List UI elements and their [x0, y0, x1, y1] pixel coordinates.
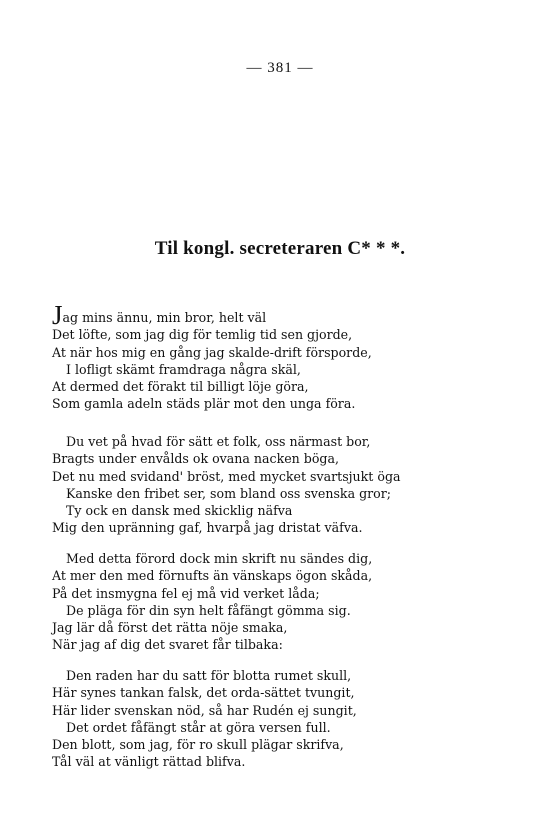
verse-line: Bragts under envålds ok ovana nacken böga,	[52, 451, 340, 467]
verse-line	[52, 300, 522, 330]
verse-line: Jag lär då först det rätta nöje smaka,	[52, 620, 288, 636]
verse-line: Här lider svenskan nöd, så har Rudén ej sungit,	[52, 702, 357, 718]
stanza-1	[52, 300, 522, 413]
page-number: — 381 —	[246, 60, 314, 76]
verse-line: At mer den med förnufts än vänskaps ögon skåda,	[52, 568, 373, 584]
drop-cap: J	[52, 300, 63, 330]
verse-line: I lofligt skämt framdraga några skäl,	[66, 361, 301, 377]
verse-line: På det insmygna fel ej må vid verket låda;	[52, 585, 320, 601]
verse-line: Den blott, som jag, för ro skull plägar skrifva,	[52, 737, 344, 753]
verse-line: Du vet på hvad för sätt et folk, oss närmast bor,	[66, 434, 371, 449]
verse-line: Ty ock en dansk med skicklig näfva	[66, 503, 293, 519]
verse-line: Det nu med svidand' bröst, med mycket svartsjukt öga	[52, 468, 401, 484]
verse-line: Mig den upränning gaf, hvarpå jag dristat väfva.	[52, 520, 363, 536]
verse-line: Här synes tankan falsk, det orda-sättet tvungit,	[52, 685, 355, 701]
stanza-4	[52, 667, 522, 771]
verse-line-text: ag mins ännu, min bror, helt väl	[62, 310, 267, 325]
verse-line: De pläga för din syn helt fåfängt gömma sig.	[66, 602, 351, 618]
verse-line: Med detta förord dock min skrift nu sändes dig,	[66, 551, 373, 566]
verse-line: Den raden har du satt för blotta rumet skull,	[66, 668, 352, 683]
verse-line: Som gamla adeln städs plär mot den unga föra.	[52, 396, 356, 412]
poem-title: Til kongl. secreteraren C* * *.	[154, 238, 406, 259]
verse-line: Det löfte, som jag dig för temlig tid sen gjorde,	[52, 327, 353, 343]
verse-line: At när hos mig en gång jag skalde-drift försporde,	[52, 344, 372, 360]
verse-line: Kanske den fribet ser, som bland oss svenska gror;	[66, 485, 392, 501]
stanza-2	[52, 433, 522, 537]
verse-line: När jag af dig det svaret får tilbaka:	[52, 637, 283, 653]
verse-line: At dermed det förakt til billigt löje göra,	[52, 379, 309, 395]
verse-line: Det ordet fåfängt står at göra versen full.	[66, 719, 331, 735]
verse-line: Tål väl at vänligt rättad blifva.	[52, 754, 246, 770]
stanza-3	[52, 550, 522, 654]
